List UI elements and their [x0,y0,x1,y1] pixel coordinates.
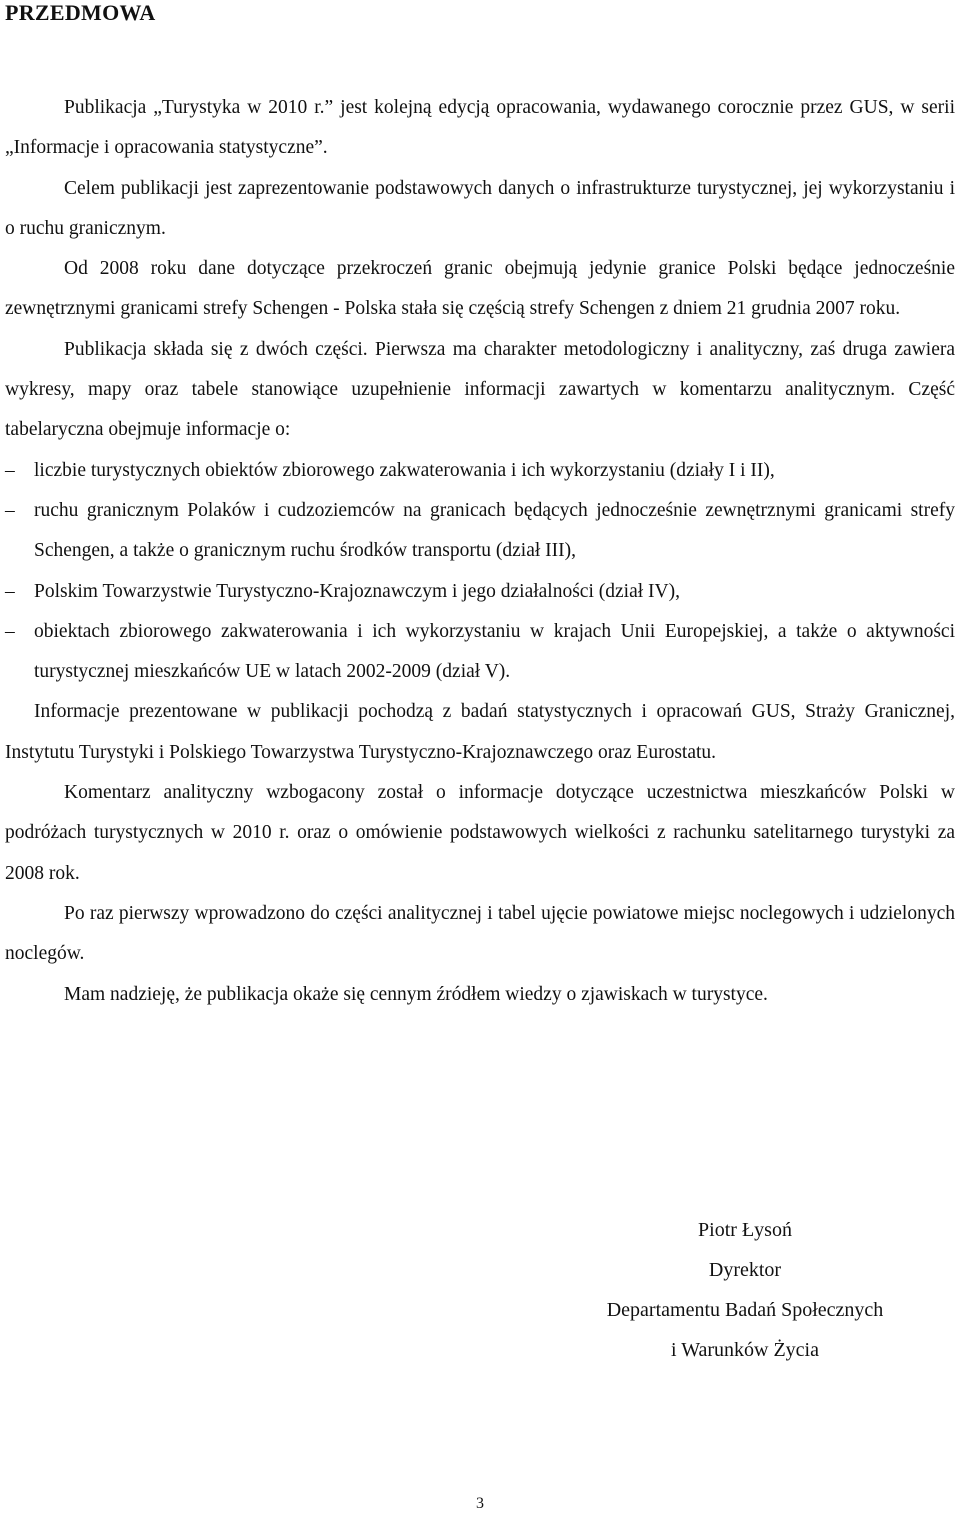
page-title: PRZEDMOWA [5,0,156,25]
paragraph-schengen: Od 2008 roku dane dotyczące przekroczeń granic obejmują jedynie granice Polski będące jednocześnie zewnętrznymi granicami strefy Schengen - Polska stała się częścią strefy Schengen z dniem 21 grudnia 2007 roku. [5,258,955,320]
contents-list [5,451,955,693]
list-item [5,612,955,693]
signature-block [560,1210,930,1370]
list-item-text: obiektach zbiorowego zakwaterowania i ich wykorzystaniu w krajach Unii Europejskiej, a także o aktywności turystycznej mieszkańców UE w latach 2002-2009 (dział V). [34,620,955,683]
list-item [5,451,955,491]
paragraph-structure: Publikacja składa się z dwóch części. Pierwsza ma charakter metodologiczny i analityczny, zaś druga zawiera wykresy, mapy oraz tabele stanowiące uzupełnienie informacji zawartych w komentarzu analitycznym. Część tabelaryczna obejmuje informacje o: [5,338,955,441]
signature-department-cont: i Warunków Życia [671,1339,819,1361]
paragraph-sources: Informacje prezentowane w publikacji pochodzą z badań statystycznych i opracowań GUS, Straży Granicznej, Instytutu Turystyki i Polskiego Towarzystwa Turystyczno-Krajoznawczego oraz Eurostatu. [5,701,955,763]
list-item-text: ruchu granicznym Polaków i cudzoziemców na granicach będących jednocześnie zewnętrznymi granicami strefy Schengen, a także o granicznym ruchu środków transportu (dział III), [34,499,955,562]
dash-marker: – [5,620,15,642]
signature-title: Dyrektor [708,1259,782,1281]
paragraph-first-time: Po raz pierwszy wprowadzono do części analitycznej i tabel ujęcie powiatowe miejsc noclegowych i udzielonych noclegów. [5,902,955,965]
list-item-text: liczbie turystycznych obiektów zbiorowego zakwaterowania i ich wykorzystaniu (działy I i II), [34,459,775,481]
paragraph-commentary: Komentarz analityczny wzbogacony został o informacje dotyczące uczestnictwa mieszkańców Polski w podróżach turystycznych w 2010 r. oraz o omówienie podstawowych wielkości z rachunku satelitarnego turystyki za 2008 rok. [5,782,955,884]
dash-marker: – [5,459,15,481]
list-item [5,491,955,572]
list-item [5,572,955,612]
signature-name: Piotr Łysoń [698,1219,792,1241]
list-item-text: Polskim Towarzystwie Turystyczno-Krajoznawczym i jego działalności (dział IV), [34,580,680,602]
dash-marker: – [5,499,15,521]
paragraph-purpose: Celem publikacji jest zaprezentowanie podstawowych danych o infrastrukturze turystycznej, jej wykorzystaniu i o ruchu granicznym. [5,177,955,239]
paragraph-intro: Publikacja „Turystyka w 2010 r.” jest kolejną edycją opracowania, wydawanego corocznie przez GUS, w serii „Informacje i opracowania statystyczne”. [5,97,955,159]
body-text [5,88,955,1015]
dash-marker: – [5,580,15,602]
paragraph-closing: Mam nadzieję, że publikacja okaże się cennym źródłem wiedzy o zjawiskach w turystyce. [64,983,768,1005]
signature-department: Departamentu Badań Społecznych [606,1299,884,1321]
page-number: 3 [476,1495,484,1512]
